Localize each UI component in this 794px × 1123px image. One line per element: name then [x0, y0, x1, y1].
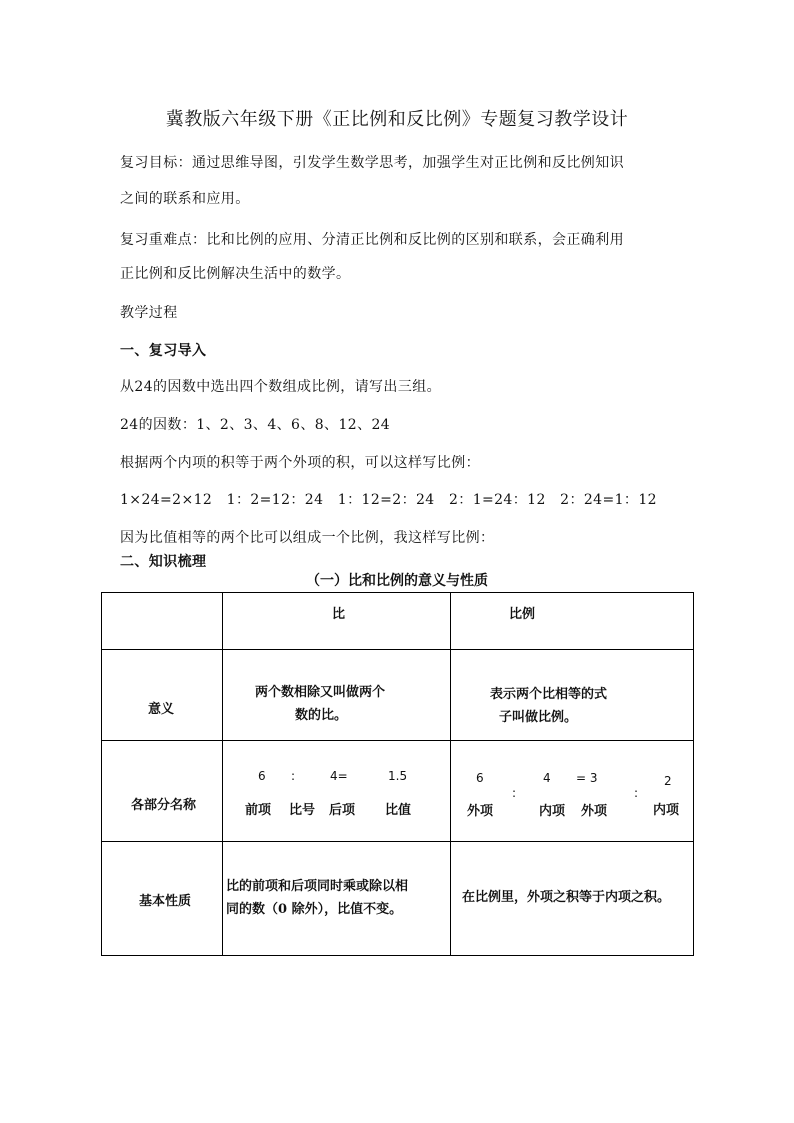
key-points-line-2: 正比例和反比例解决生活中的数学。 — [120, 266, 351, 282]
ratio-quotient-value: 1.5 — [388, 769, 408, 783]
table-title: （一）比和比例的意义与性质 — [306, 573, 488, 589]
column-header-ratio: 比 — [332, 607, 346, 622]
process-heading: 教学过程 — [120, 305, 178, 321]
meaning-proportion-cell — [451, 650, 694, 741]
section-1-line-5: 因为比值相等的两个比可以组成一个比例，我这样写比例： — [120, 530, 495, 546]
document-title: 冀教版六年级下册《正比例和反比例》专题复习教学设计 — [165, 109, 629, 130]
proportion-property-line-1: 在比例里，外项之积等于内项之积。 — [462, 890, 671, 905]
proportion-colon-2: : — [634, 786, 639, 800]
ratio-part-name-colon: 比号 — [289, 803, 316, 818]
proportion-outer-value-2: = 3 — [576, 771, 598, 785]
parts-proportion-cell — [451, 741, 694, 842]
ratio-proportion-table — [101, 592, 694, 956]
key-points-line-1: 复习重难点：比和比例的应用、分清正比例和反比例的区别和联系，会正确利用 — [120, 232, 624, 248]
section-1-line-3: 根据两个内项的积等于两个外项的积，可以这样写比例： — [120, 455, 480, 471]
section-1-line-4: 1×24=2×12 1：2=12：24 1：12=2：24 2：1=24：12 2：24=1：12 — [120, 492, 657, 508]
ratio-part-name-antecedent: 前项 — [245, 803, 272, 818]
parts-label-cell — [102, 741, 223, 842]
section-1-line-1: 从24的因数中选出四个数组成比例，请写出三组。 — [120, 379, 442, 395]
column-header-proportion: 比例 — [509, 607, 536, 622]
ratio-colon-sign: : — [291, 769, 296, 783]
ratio-meaning-line-1: 两个数相除又叫做两个 — [255, 685, 386, 700]
proportion-part-name-inner-2: 内项 — [653, 803, 680, 818]
ratio-meaning-line-2: 数的比。 — [295, 708, 348, 723]
row-label-parts: 各部分名称 — [131, 798, 197, 813]
proportion-part-name-outer-1: 外项 — [467, 804, 494, 819]
ratio-property-line-1: 比的前项和后项同时乘或除以相 — [226, 879, 409, 894]
row-label-meaning: 意义 — [148, 702, 175, 717]
proportion-inner-value-1: 4 — [543, 771, 551, 785]
proportion-meaning-line-1: 表示两个比相等的式 — [490, 687, 608, 702]
row-label-property: 基本性质 — [139, 894, 192, 909]
ratio-property-line-2: 同的数（0 除外），比值不变。 — [226, 902, 403, 917]
proportion-part-name-outer-2: 外项 — [581, 804, 608, 819]
header-ratio-cell — [223, 593, 451, 650]
proportion-outer-value-1: 6 — [476, 771, 484, 785]
proportion-inner-value-2: 2 — [664, 774, 672, 788]
meaning-label-cell — [102, 650, 223, 741]
section-1-line-2: 24的因数：1、2、3、4、6、8、12、24 — [120, 417, 391, 433]
objective-line-2: 之间的联系和应用。 — [120, 191, 250, 207]
property-label-cell — [102, 842, 223, 956]
property-proportion-cell — [451, 842, 694, 956]
section-2-heading: 二、知识梳理 — [120, 554, 207, 570]
proportion-colon-1: : — [512, 786, 517, 800]
proportion-part-name-inner-1: 内项 — [539, 804, 566, 819]
ratio-antecedent-value: 6 — [258, 769, 266, 783]
section-1-heading: 一、复习导入 — [120, 343, 207, 359]
property-ratio-cell — [223, 842, 451, 956]
proportion-meaning-line-2: 子叫做比例。 — [499, 710, 578, 725]
header-empty-cell — [102, 593, 223, 650]
parts-ratio-cell — [223, 741, 451, 842]
ratio-part-name-quotient: 比值 — [385, 803, 412, 818]
ratio-part-name-consequent: 后项 — [329, 803, 356, 818]
objective-line-1: 复习目标：通过思维导图，引发学生数学思考，加强学生对正比例和反比例知识 — [120, 155, 624, 171]
header-proportion-cell — [451, 593, 694, 650]
ratio-consequent-value: 4= — [330, 769, 348, 783]
meaning-ratio-cell — [223, 650, 451, 741]
